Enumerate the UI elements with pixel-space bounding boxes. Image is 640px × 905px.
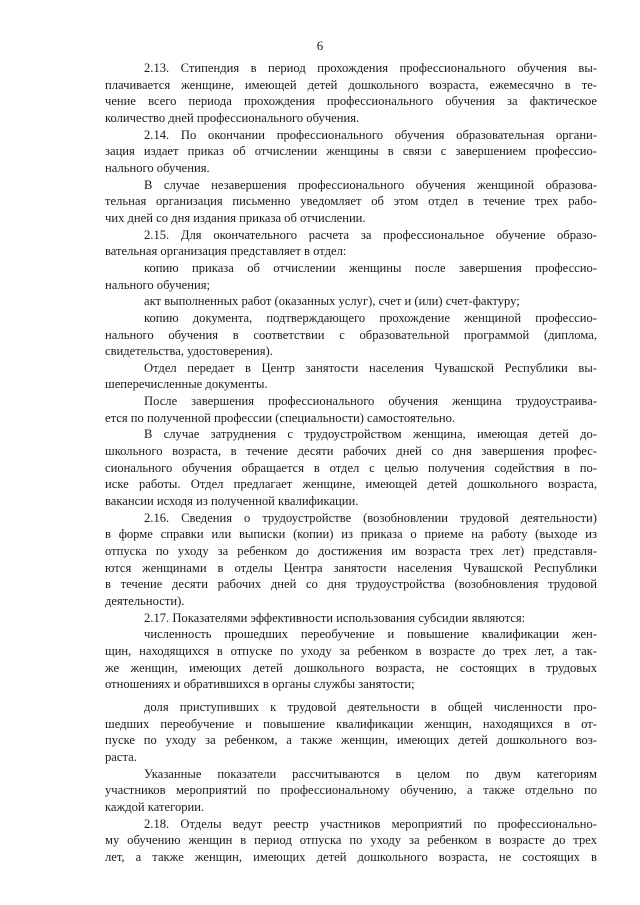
paragraph [105, 310, 597, 360]
paragraph [105, 610, 597, 627]
text-line: му обучению женщин в период отпуска по уходу за ребенком в возрасте до трех [105, 833, 597, 848]
text-line: 2.16. Сведения о трудоустройстве (возобновлении трудовой деятельности) [144, 510, 597, 525]
text-line: сионального обучения обращается в отдел с целью получения содействия в по- [105, 460, 597, 475]
text-line: тельная организация письменно уведомляет об этом отдел в течение трех рабо- [105, 194, 597, 209]
paragraph [105, 60, 597, 127]
text-line: деятельности). [105, 594, 185, 608]
paragraph [105, 626, 597, 693]
paragraph [105, 227, 597, 260]
text-line: нального обучения; [105, 277, 211, 292]
text-line: количество дней профессионального обучения. [105, 110, 360, 125]
text-line: же женщин, имеющих детей дошкольного возраста, не состоящих в трудовых [105, 660, 597, 675]
text-line: каждой категории. [105, 799, 205, 814]
text-line: численность прошедших переобучение и повышение квалификации жен- [144, 627, 597, 642]
text-line: чих дней со дня издания приказа об отчислении. [105, 210, 366, 225]
document-body [105, 60, 597, 866]
text-line: раста. [105, 749, 137, 764]
text-line: В случае затруднения с трудоустройством женщина, имеющая детей до- [144, 427, 597, 442]
paragraph [105, 260, 597, 293]
paragraph [105, 177, 597, 227]
text-line: отпуска по уходу за ребенком до достижения им возраста трех лет) представля- [105, 544, 597, 559]
paragraph [105, 127, 597, 177]
text-line: нального обучения в соответствии с образовательной программой (диплома, [105, 327, 597, 342]
paragraph [105, 426, 597, 509]
text-line: 2.13. Стипендия в период прохождения профессионального обучения вы- [144, 61, 597, 75]
text-line: В случае незавершения профессионального обучения женщиной образова- [144, 177, 597, 192]
paragraph [105, 293, 597, 310]
text-line: акт выполненных работ (оказанных услуг), счет и (или) счет-фактуру; [144, 294, 520, 309]
text-line: свидетельства, удостоверения). [105, 344, 273, 359]
text-line: доля приступивших к трудовой деятельности в общей численности про- [144, 699, 597, 714]
text-line: 2.15. Для окончательного расчета за профессиональное обучение образо- [144, 227, 597, 242]
text-line: 2.18. Отделы ведут реестр участников мероприятий по профессионально- [144, 816, 597, 831]
text-line: лет, а также женщин, имеющих детей дошкольного возраста, не состоящих в [105, 849, 597, 864]
text-line: в форме справки или выписки (копии) из приказа о приеме на работу (выходе из [105, 527, 597, 542]
paragraph [105, 393, 597, 426]
text-line: пуске по уходу за ребенком, а также женщин, имеющих детей дошкольного воз- [105, 733, 597, 748]
text-line: вательная организация представляет в отдел: [105, 244, 347, 259]
text-line: зация издает приказ об отчислении женщины в связи с завершением профессио- [105, 144, 597, 159]
paragraph [105, 360, 597, 393]
text-line: Указанные показатели рассчитываются в целом по двум категориям [144, 766, 597, 781]
page-number: 6 [316, 38, 324, 53]
text-line: участников мероприятий по профессиональному обучению, а также отдельно по [105, 783, 597, 798]
text-line: шеперечисленные документы. [105, 377, 268, 392]
text-line: чение всего периода прохождения профессионального обучения за фактическое [105, 94, 597, 109]
text-line: После завершения профессионального обучения женщина трудоустраива- [144, 394, 597, 409]
text-line: копию документа, подтверждающего прохождение женщиной профессио- [144, 310, 597, 325]
text-line: шедших переобучение и повышение квалификации женщин, находящихся в от- [105, 716, 597, 731]
text-line: 2.17. Показателями эффективности использования субсидии являются: [144, 610, 526, 625]
text-line: ется по полученной профессии (специальности) самостоятельно. [105, 410, 456, 425]
text-line: плачивается женщине, имеющей детей дошкольного возраста, ежемесячно в те- [105, 77, 597, 92]
text-line: вакансии исходя из полученной квалификации. [105, 494, 359, 509]
text-line: ются женщинами в отделы Центра занятости населения Чувашской Республики [105, 560, 597, 575]
text-line: иске работы. Отдел предлагает женщине, имеющей детей дошкольного возраста, [105, 477, 597, 492]
text-line: 2.14. По окончании профессионального обучения образовательная органи- [144, 127, 597, 142]
text-line: школьного возраста, в течение десяти рабочих дней со дня завершения профес- [105, 444, 597, 459]
paragraph [105, 766, 597, 816]
text-line: щин, находящихся в отпуске по уходу за ребенком в возрасте до трех лет, а так- [105, 643, 597, 658]
text-line: нального обучения. [105, 160, 210, 175]
text-line: отношениях и обратившихся в органы службы занятости; [105, 677, 415, 692]
text-line: в течение десяти рабочих дней со дня трудоустройства (возобновления трудовой [105, 577, 597, 592]
paragraph [105, 699, 597, 766]
text-line: Отдел передает в Центр занятости населения Чувашской Республики вы- [144, 360, 597, 375]
text-line: копию приказа об отчислении женщины после завершения профессио- [144, 260, 597, 275]
paragraph [105, 510, 597, 610]
paragraph [105, 816, 597, 866]
